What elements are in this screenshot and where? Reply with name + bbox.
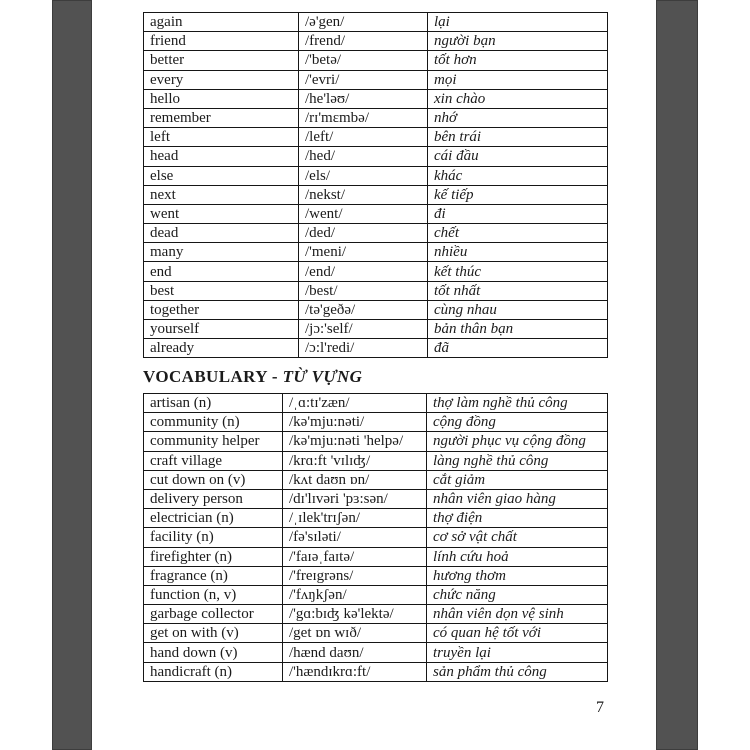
meaning-cell: người phục vụ cộng đồng	[427, 432, 608, 451]
section-heading-italic-text: TỪ VỰNG	[282, 367, 363, 386]
vocab-row	[144, 262, 608, 281]
meaning-cell: sản phẩm thủ công	[427, 662, 608, 681]
meaning-cell: thợ làm nghề thủ công	[427, 394, 608, 413]
meaning-cell: bản thân bạn	[428, 320, 608, 339]
vocabulary-table-unit-words	[143, 393, 608, 682]
word-cell: community (n)	[144, 413, 283, 432]
word-cell: facility (n)	[144, 528, 283, 547]
meaning-cell: có quan hệ tốt với	[427, 624, 608, 643]
pronunciation-cell: /'meni/	[299, 243, 428, 262]
meaning-cell: lại	[428, 13, 608, 32]
pronunciation-cell: /hænd daʊn/	[283, 643, 427, 662]
word-cell: electrician (n)	[144, 509, 283, 528]
pronunciation-cell: /rɪ'mɛmbə/	[299, 108, 428, 127]
pronunciation-cell: /'fʌŋkʃən/	[283, 585, 427, 604]
word-cell: artisan (n)	[144, 394, 283, 413]
section-heading	[143, 367, 362, 387]
vocab-row	[144, 339, 608, 358]
word-cell: hand down (v)	[144, 643, 283, 662]
word-cell: hello	[144, 89, 299, 108]
word-cell: already	[144, 339, 299, 358]
meaning-cell: kế tiếp	[428, 185, 608, 204]
vocab-row	[144, 413, 608, 432]
pronunciation-cell: /end/	[299, 262, 428, 281]
vocab-row	[144, 108, 608, 127]
vocab-row	[144, 320, 608, 339]
meaning-cell: xin chào	[428, 89, 608, 108]
meaning-cell: cùng nhau	[428, 300, 608, 319]
word-cell: delivery person	[144, 489, 283, 508]
vocab-row	[144, 166, 608, 185]
pronunciation-cell: /'betə/	[299, 51, 428, 70]
meaning-cell: nhiều	[428, 243, 608, 262]
word-cell: yourself	[144, 320, 299, 339]
word-cell: better	[144, 51, 299, 70]
vocab-row	[144, 185, 608, 204]
meaning-cell: đã	[428, 339, 608, 358]
word-cell: handicraft (n)	[144, 662, 283, 681]
meaning-cell: kết thúc	[428, 262, 608, 281]
meaning-cell: thợ điện	[427, 509, 608, 528]
pronunciation-cell: /'gɑ:bɪʤ kə'lektə/	[283, 605, 427, 624]
word-cell: best	[144, 281, 299, 300]
pronunciation-cell: /kə'mju:nəti/	[283, 413, 427, 432]
word-cell: next	[144, 185, 299, 204]
pronunciation-cell: /els/	[299, 166, 428, 185]
meaning-cell: cơ sở vật chất	[427, 528, 608, 547]
word-cell: many	[144, 243, 299, 262]
word-cell: else	[144, 166, 299, 185]
vocab-row	[144, 528, 608, 547]
meaning-cell: lính cứu hoả	[427, 547, 608, 566]
word-cell: every	[144, 70, 299, 89]
pronunciation-cell: /ə'gen/	[299, 13, 428, 32]
vocabulary-table-basic-words	[143, 12, 608, 358]
vocab-row	[144, 394, 608, 413]
vocab-row	[144, 643, 608, 662]
meaning-cell: đi	[428, 204, 608, 223]
pronunciation-cell: /went/	[299, 204, 428, 223]
pronunciation-cell: /ded/	[299, 224, 428, 243]
pronunciation-cell: /ˌɪlek'trɪʃən/	[283, 509, 427, 528]
pronunciation-cell: /he'ləʊ/	[299, 89, 428, 108]
word-cell: end	[144, 262, 299, 281]
pronunciation-cell: /jɔ:'self/	[299, 320, 428, 339]
meaning-cell: cắt giảm	[427, 470, 608, 489]
pronunciation-cell: /kʌt daʊn ɒn/	[283, 470, 427, 489]
meaning-cell: mọi	[428, 70, 608, 89]
vocab-row	[144, 224, 608, 243]
pronunciation-cell: /kə'mju:nəti 'helpə/	[283, 432, 427, 451]
scan-border-right	[656, 0, 698, 750]
word-cell: community helper	[144, 432, 283, 451]
vocab-row	[144, 547, 608, 566]
meaning-cell: truyền lại	[427, 643, 608, 662]
vocab-row	[144, 605, 608, 624]
vocab-row	[144, 281, 608, 300]
vocab-row	[144, 451, 608, 470]
word-cell: dead	[144, 224, 299, 243]
vocab-row	[144, 204, 608, 223]
word-cell: together	[144, 300, 299, 319]
vocab-row	[144, 432, 608, 451]
pronunciation-cell: /dɪ'lɪvəri 'pɜ:sən/	[283, 489, 427, 508]
pronunciation-cell: /krɑ:ft 'vɪlɪʤ/	[283, 451, 427, 470]
word-cell: function (n, v)	[144, 585, 283, 604]
meaning-cell: bên trái	[428, 128, 608, 147]
word-cell: cut down on (v)	[144, 470, 283, 489]
vocab-row	[144, 70, 608, 89]
vocab-row	[144, 566, 608, 585]
meaning-cell: người bạn	[428, 32, 608, 51]
vocab-row	[144, 662, 608, 681]
meaning-cell: hương thơm	[427, 566, 608, 585]
meaning-cell: khác	[428, 166, 608, 185]
vocab-row	[144, 300, 608, 319]
pronunciation-cell: /get ɒn wɪð/	[283, 624, 427, 643]
vocab-row	[144, 243, 608, 262]
word-cell: again	[144, 13, 299, 32]
section-heading-text: VOCABULARY -	[143, 367, 283, 386]
vocab-row	[144, 128, 608, 147]
pronunciation-cell: /ɔ:l'redi/	[299, 339, 428, 358]
pronunciation-cell: /fə'sɪləti/	[283, 528, 427, 547]
meaning-cell: nhân viên dọn vệ sinh	[427, 605, 608, 624]
pronunciation-cell: /hed/	[299, 147, 428, 166]
meaning-cell: cộng đồng	[427, 413, 608, 432]
pronunciation-cell: /best/	[299, 281, 428, 300]
word-cell: went	[144, 204, 299, 223]
meaning-cell: nhân viên giao hàng	[427, 489, 608, 508]
meaning-cell: làng nghề thủ công	[427, 451, 608, 470]
word-cell: left	[144, 128, 299, 147]
vocab-row	[144, 509, 608, 528]
vocab-row	[144, 89, 608, 108]
vocab-row	[144, 51, 608, 70]
word-cell: friend	[144, 32, 299, 51]
vocab-row	[144, 147, 608, 166]
word-cell: firefighter (n)	[144, 547, 283, 566]
vocab-row	[144, 624, 608, 643]
pronunciation-cell: /left/	[299, 128, 428, 147]
meaning-cell: tốt hơn	[428, 51, 608, 70]
word-cell: get on with (v)	[144, 624, 283, 643]
vocab-row	[144, 585, 608, 604]
page-number: 7	[596, 699, 604, 716]
pronunciation-cell: /'hændɪkrɑ:ft/	[283, 662, 427, 681]
pronunciation-cell: /ˌɑ:tɪ'zæn/	[283, 394, 427, 413]
meaning-cell: chức năng	[427, 585, 608, 604]
vocab-row	[144, 32, 608, 51]
word-cell: remember	[144, 108, 299, 127]
pronunciation-cell: /frend/	[299, 32, 428, 51]
vocab-row	[144, 470, 608, 489]
word-cell: garbage collector	[144, 605, 283, 624]
word-cell: craft village	[144, 451, 283, 470]
pronunciation-cell: /nekst/	[299, 185, 428, 204]
vocab-row	[144, 489, 608, 508]
pronunciation-cell: /tə'geðə/	[299, 300, 428, 319]
meaning-cell: cái đầu	[428, 147, 608, 166]
pronunciation-cell: /'freɪgrəns/	[283, 566, 427, 585]
pronunciation-cell: /'evri/	[299, 70, 428, 89]
meaning-cell: nhớ	[428, 108, 608, 127]
scan-border-left	[52, 0, 92, 750]
word-cell: head	[144, 147, 299, 166]
pronunciation-cell: /'faɪəˌfaɪtə/	[283, 547, 427, 566]
vocab-row	[144, 13, 608, 32]
word-cell: fragrance (n)	[144, 566, 283, 585]
meaning-cell: tốt nhất	[428, 281, 608, 300]
meaning-cell: chết	[428, 224, 608, 243]
